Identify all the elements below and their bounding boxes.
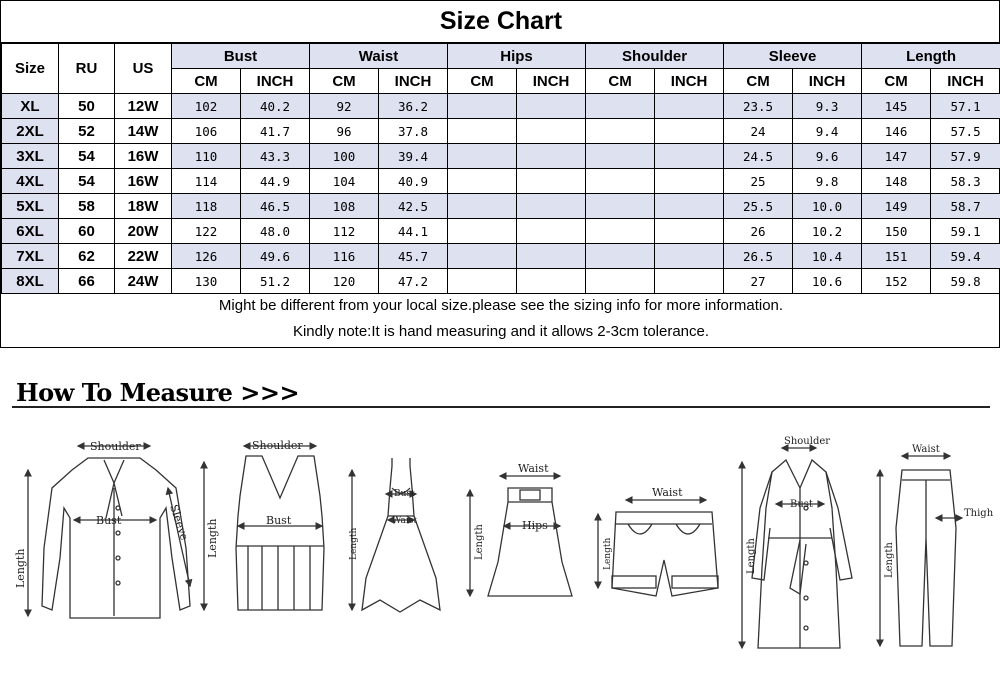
cell-us: 24W xyxy=(115,269,172,294)
header-us: US xyxy=(115,44,172,94)
header-ru: RU xyxy=(59,44,115,94)
cell-hips-in xyxy=(517,244,586,269)
cell-waist-in: 45.7 xyxy=(379,244,448,269)
cell-shoulder-cm xyxy=(586,219,655,244)
cell-shoulder-in xyxy=(655,269,724,294)
label-waist: Waist xyxy=(652,486,683,499)
label-length: Length xyxy=(14,548,27,588)
cell-shoulder-cm xyxy=(586,119,655,144)
cell-bust-cm: 102 xyxy=(172,94,241,119)
cell-hips-in xyxy=(517,119,586,144)
cell-sleeve-in: 9.6 xyxy=(793,144,862,169)
header-shoulder: Shoulder xyxy=(586,44,724,69)
cell-bust-cm: 106 xyxy=(172,119,241,144)
cell-sleeve-in: 10.2 xyxy=(793,219,862,244)
label-length: Length xyxy=(603,537,613,570)
subheader-inch: INCH xyxy=(241,69,310,94)
cell-hips-in xyxy=(517,269,586,294)
cell-us: 18W xyxy=(115,194,172,219)
cell-sleeve-in: 10.4 xyxy=(793,244,862,269)
cell-waist-cm: 92 xyxy=(310,94,379,119)
header-bust: Bust xyxy=(172,44,310,69)
cell-hips-cm xyxy=(448,219,517,244)
header-size: Size xyxy=(2,44,59,94)
cell-waist-in: 40.9 xyxy=(379,169,448,194)
cell-hips-in xyxy=(517,219,586,244)
tank-top-drawing xyxy=(236,456,324,610)
cell-hips-cm xyxy=(448,119,517,144)
size-chart xyxy=(0,0,1000,348)
cell-waist-cm: 112 xyxy=(310,219,379,244)
label-shoulder: Shoulder xyxy=(252,439,303,452)
cell-bust-in: 40.2 xyxy=(241,94,310,119)
label-thigh: Thigh xyxy=(964,508,994,519)
cell-shoulder-in xyxy=(655,94,724,119)
cell-ru: 58 xyxy=(59,194,115,219)
blouse-drawing xyxy=(42,458,190,618)
cell-hips-cm xyxy=(448,269,517,294)
cell-sleeve-cm: 24 xyxy=(724,119,793,144)
cell-size: 2XL xyxy=(2,119,59,144)
label-bust: Bust xyxy=(790,499,813,510)
subheader-inch: INCH xyxy=(793,69,862,94)
header-waist: Waist xyxy=(310,44,448,69)
note-tolerance: Kindly note:It is hand measuring and it allows 2-3cm tolerance. xyxy=(292,323,710,340)
cell-hips-in xyxy=(517,144,586,169)
cell-us: 12W xyxy=(115,94,172,119)
cell-bust-in: 41.7 xyxy=(241,119,310,144)
cell-hips-in xyxy=(517,94,586,119)
cell-waist-cm: 116 xyxy=(310,244,379,269)
label-length: Length xyxy=(746,538,757,574)
label-bust: Bust xyxy=(394,489,415,499)
table-row xyxy=(2,219,1000,244)
label-length: Length xyxy=(206,518,219,558)
label-length: Length xyxy=(349,527,359,560)
cell-bust-cm: 114 xyxy=(172,169,241,194)
cell-shoulder-in xyxy=(655,119,724,144)
measure-illustrations xyxy=(0,348,1000,698)
cell-shoulder-cm xyxy=(586,94,655,119)
notes xyxy=(1,293,1000,345)
cell-waist-cm: 108 xyxy=(310,194,379,219)
note-local-size: Might be different from your local size.please see the sizing info for more information. xyxy=(218,297,784,314)
cell-bust-cm: 126 xyxy=(172,244,241,269)
cell-hips-cm xyxy=(448,194,517,219)
cell-shoulder-in xyxy=(655,169,724,194)
cell-waist-cm: 96 xyxy=(310,119,379,144)
cell-waist-in: 36.2 xyxy=(379,94,448,119)
cell-bust-cm: 122 xyxy=(172,219,241,244)
cell-bust-cm: 130 xyxy=(172,269,241,294)
cell-hips-cm xyxy=(448,144,517,169)
table-row xyxy=(2,194,1000,219)
label-shoulder: Shoulder xyxy=(90,440,141,453)
header-hips: Hips xyxy=(448,44,586,69)
cell-length-in: 59.1 xyxy=(931,219,1000,244)
cell-length-cm: 147 xyxy=(862,144,931,169)
cell-shoulder-cm xyxy=(586,269,655,294)
cell-waist-cm: 120 xyxy=(310,269,379,294)
subheader-cm: CM xyxy=(448,69,517,94)
cell-sleeve-cm: 24.5 xyxy=(724,144,793,169)
table-row xyxy=(2,119,1000,144)
cell-shoulder-in xyxy=(655,144,724,169)
cell-ru: 60 xyxy=(59,219,115,244)
cell-length-in: 59.4 xyxy=(931,244,1000,269)
label-length: Length xyxy=(884,542,895,578)
label-waist: Waist xyxy=(912,444,940,455)
table-row xyxy=(2,269,1000,294)
cell-hips-in xyxy=(517,194,586,219)
cell-length-cm: 146 xyxy=(862,119,931,144)
cell-shoulder-cm xyxy=(586,144,655,169)
cell-us: 22W xyxy=(115,244,172,269)
cell-size: 8XL xyxy=(2,269,59,294)
label-sleeve: Sleeve xyxy=(167,502,191,542)
cell-shoulder-cm xyxy=(586,194,655,219)
size-table xyxy=(1,43,1000,294)
cell-size: 6XL xyxy=(2,219,59,244)
cell-size: 4XL xyxy=(2,169,59,194)
coat-drawing xyxy=(752,460,852,648)
cell-sleeve-in: 10.0 xyxy=(793,194,862,219)
cell-sleeve-cm: 27 xyxy=(724,269,793,294)
cell-length-in: 57.9 xyxy=(931,144,1000,169)
cell-waist-in: 42.5 xyxy=(379,194,448,219)
cell-hips-cm xyxy=(448,169,517,194)
cell-us: 14W xyxy=(115,119,172,144)
how-to-measure-title: How To Measure >>> xyxy=(16,378,300,407)
cell-hips-in xyxy=(517,169,586,194)
cell-ru: 62 xyxy=(59,244,115,269)
cell-shoulder-in xyxy=(655,244,724,269)
subheader-inch: INCH xyxy=(655,69,724,94)
cell-length-in: 57.5 xyxy=(931,119,1000,144)
label-bust: Bust xyxy=(266,514,292,527)
cell-sleeve-cm: 26 xyxy=(724,219,793,244)
cell-length-in: 58.3 xyxy=(931,169,1000,194)
cell-waist-in: 39.4 xyxy=(379,144,448,169)
cell-sleeve-in: 9.3 xyxy=(793,94,862,119)
chart-title: Size Chart xyxy=(1,1,1000,43)
subheader-cm: CM xyxy=(172,69,241,94)
cell-length-cm: 151 xyxy=(862,244,931,269)
cell-ru: 54 xyxy=(59,144,115,169)
cell-size: XL xyxy=(2,94,59,119)
cell-shoulder-in xyxy=(655,219,724,244)
table-row xyxy=(2,244,1000,269)
cell-sleeve-in: 9.4 xyxy=(793,119,862,144)
how-to-measure-section xyxy=(0,348,1000,698)
cell-shoulder-cm xyxy=(586,169,655,194)
cell-length-cm: 145 xyxy=(862,94,931,119)
cell-sleeve-cm: 23.5 xyxy=(724,94,793,119)
table-row xyxy=(2,94,1000,119)
label-hips: Hips xyxy=(522,519,548,532)
cell-bust-in: 49.6 xyxy=(241,244,310,269)
cell-length-cm: 150 xyxy=(862,219,931,244)
cell-bust-in: 44.9 xyxy=(241,169,310,194)
pants-drawing xyxy=(896,470,956,646)
table-row xyxy=(2,144,1000,169)
cell-length-in: 57.1 xyxy=(931,94,1000,119)
cell-ru: 66 xyxy=(59,269,115,294)
shorts-drawing xyxy=(612,512,718,596)
cell-sleeve-cm: 26.5 xyxy=(724,244,793,269)
label-shoulder: Shoulder xyxy=(784,436,831,447)
cell-size: 7XL xyxy=(2,244,59,269)
cell-ru: 54 xyxy=(59,169,115,194)
cell-bust-in: 48.0 xyxy=(241,219,310,244)
skirt-drawing xyxy=(488,488,572,596)
cell-size: 3XL xyxy=(2,144,59,169)
cell-length-cm: 152 xyxy=(862,269,931,294)
subheader-inch: INCH xyxy=(931,69,1000,94)
cell-ru: 52 xyxy=(59,119,115,144)
cell-sleeve-in: 10.6 xyxy=(793,269,862,294)
subheader-cm: CM xyxy=(310,69,379,94)
cell-waist-in: 37.8 xyxy=(379,119,448,144)
header-length: Length xyxy=(862,44,1000,69)
cell-us: 16W xyxy=(115,169,172,194)
subheader-cm: CM xyxy=(586,69,655,94)
cell-sleeve-cm: 25.5 xyxy=(724,194,793,219)
cell-us: 16W xyxy=(115,144,172,169)
cell-bust-in: 51.2 xyxy=(241,269,310,294)
cell-length-cm: 148 xyxy=(862,169,931,194)
dress-drawing xyxy=(362,458,440,612)
cell-waist-in: 44.1 xyxy=(379,219,448,244)
header-sleeve: Sleeve xyxy=(724,44,862,69)
cell-us: 20W xyxy=(115,219,172,244)
cell-length-in: 59.8 xyxy=(931,269,1000,294)
subheader-inch: INCH xyxy=(379,69,448,94)
label-length: Length xyxy=(474,524,485,560)
label-bust: Bust xyxy=(96,514,122,527)
cell-waist-in: 47.2 xyxy=(379,269,448,294)
cell-sleeve-cm: 25 xyxy=(724,169,793,194)
cell-waist-cm: 100 xyxy=(310,144,379,169)
cell-shoulder-in xyxy=(655,194,724,219)
subheader-cm: CM xyxy=(862,69,931,94)
subheader-cm: CM xyxy=(724,69,793,94)
cell-ru: 50 xyxy=(59,94,115,119)
subheader-inch: INCH xyxy=(517,69,586,94)
table-row xyxy=(2,169,1000,194)
label-waist: Waist xyxy=(518,462,549,475)
cell-waist-cm: 104 xyxy=(310,169,379,194)
cell-bust-cm: 110 xyxy=(172,144,241,169)
cell-bust-in: 43.3 xyxy=(241,144,310,169)
cell-length-in: 58.7 xyxy=(931,194,1000,219)
cell-bust-cm: 118 xyxy=(172,194,241,219)
label-waist: Waist xyxy=(392,516,417,526)
cell-sleeve-in: 9.8 xyxy=(793,169,862,194)
cell-bust-in: 46.5 xyxy=(241,194,310,219)
cell-hips-cm xyxy=(448,244,517,269)
cell-size: 5XL xyxy=(2,194,59,219)
cell-hips-cm xyxy=(448,94,517,119)
cell-shoulder-cm xyxy=(586,244,655,269)
cell-length-cm: 149 xyxy=(862,194,931,219)
